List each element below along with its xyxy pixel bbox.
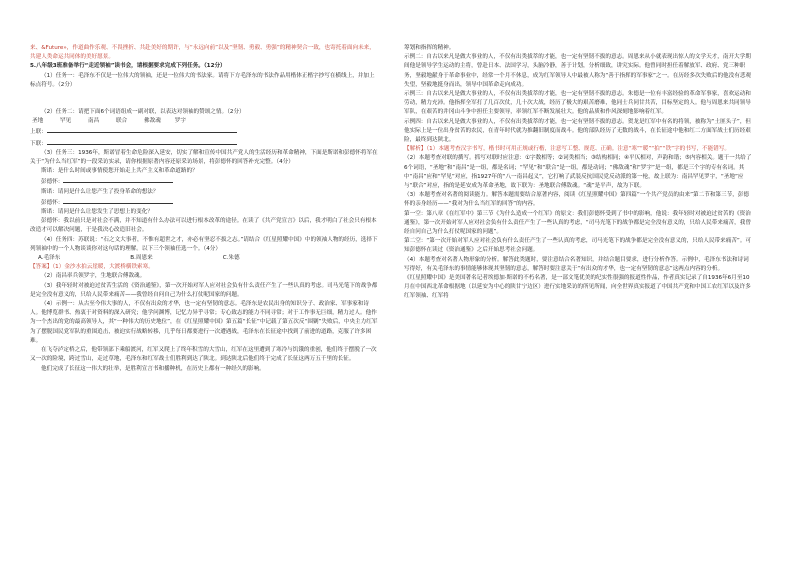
- paragraph-text: （3）我年轻时对被迫过贫苦生活的《资治通鉴》，第一次开始对军人应对社会负有什么责任产生了一些认真的考虑。司马光笔下的战争都是完全没有意义的，只给人民带来痛苦——我曾经自问自己为什么打仗呢国家的问题。: [30, 282, 378, 298]
- paragraph-text: 【解析】（1）本题考查汉字书写，楷书时可用正规或行楷，注意写工整、规范、正确。注意“寒”“暖”“拍”“铁”字的书写，不能错写。: [404, 146, 731, 153]
- couplet-word: 罗宇: [174, 118, 186, 125]
- paragraph: [404, 154, 754, 191]
- paragraph: [30, 300, 380, 346]
- leader-option: A.毛泽东: [38, 255, 61, 262]
- paragraph: [404, 90, 754, 118]
- paragraph-text: （4）示例一：从古至今伟大事的人，不仅有出众的才华，也一定有坚韧的意志。毛泽东是农民出身的知识分子、政治家、军事家和诗人。他博览群书、热衷于对资料的深入研究；他学问渊博，记忆力异乎寻常；专心致志的能力不同寻常；对于工作事无巨细，精力过人。他作为一个杰出的党的最高领导人，其“一种伟大的历史地位”，在《红星照耀中国》第五篇“长征”中记载了第五次反“围剿”失败后，中央主力红军为了摆脱国民党军队的重围追击，被迫实行战略转移，几乎每日都要进行一次遭遇战，毛泽东在长征途中找到了前进的道路，克服了许多困难。: [30, 301, 378, 344]
- paragraph: [30, 272, 380, 281]
- paragraph-text: 示例四：自古以来凡是做大事业的人，不仅有出类拔萃的才能，也一定有坚韧不拔的意志。贺龙是红军中有名的将领，被称为“土匪头子”，但他实际上是一位出身贫苦的农民，在青年时代就为推翻旧制度而战斗。他的部队经历了无数的战斗，在长征途中他和红二方面军战士们历经艰险，最终到达陕北。: [404, 118, 752, 144]
- paragraph-text: 彭德怀：: [41, 179, 64, 186]
- paragraph-text: 彭德怀：: [41, 199, 64, 206]
- paragraph-text: （3）本题考查对名著的阅读能力。解答本题需要结合原著内容，阅读《红星照耀中国》第四篇“一个共产党员的由来”第二节和第三节，彭德怀的亲身经历——“我对为什么当红军的回答”的内容。: [404, 192, 749, 208]
- paragraph-text: 筹划和指挥的精神。: [404, 45, 455, 51]
- paragraph: [404, 256, 754, 274]
- leader-option: C.朱德: [222, 255, 240, 262]
- paragraph-text: （4）本题考查对名著人物形象的分析。解答此类题时，要注意结合名著知识，并结合题目要求，进行分析作答。示例中，毛泽东书法和诗词写得好，有关毛泽东的事情能够体现其坚韧的意志，解答时要注意关于“有出众的才华，也一定有坚韧的意志”这两点内容的分析。: [404, 256, 749, 272]
- leader-options: [30, 254, 380, 263]
- couplet-word: 南昌: [88, 118, 100, 125]
- right-column: [404, 44, 754, 549]
- paragraph: [30, 365, 380, 374]
- handwriting-blank: [30, 90, 380, 108]
- paragraph: [30, 44, 380, 62]
- paragraph: [30, 108, 380, 117]
- paragraph: [404, 237, 754, 255]
- paragraph-text: （2）任务二：请把下面6个词语组成一副对联，以表达对领袖的赞颂之情。（2分）: [41, 109, 245, 116]
- answer-line[interactable]: [63, 197, 173, 204]
- paragraph-text: （3）任务三：1936年，斯诺冒着生命危险深入延安，切实了解和宣传中国共产党人的生活经历和革命精神，下面是斯诺和彭德怀将军在关于“为什么当红军”的一段采访实录，请你根据原著内容还原采访场景，将彭德怀的回答补充完整。（4分）: [30, 149, 378, 166]
- paragraph-text: 他们完成了长征这一伟大的壮举，是胜利宣言书和播种机，在历史上都有一种经久的影响。: [41, 365, 265, 372]
- paragraph-text: （2）南昌率兵领罗宇，生地联合傅敌魂。: [41, 273, 146, 280]
- couplet-word: 联合: [116, 118, 128, 125]
- paragraph: [404, 118, 754, 146]
- paragraph-text: 斯诺：请问是什么让您发生了思想上的变化？: [41, 209, 153, 216]
- paragraph: [30, 138, 380, 149]
- paragraph: [404, 44, 754, 53]
- paragraph-text: 彭德怀：我以前只是对社会不满，并不知道有什么办法可以进行根本改革的途径。在读了《共产党宣言》以后，我才明白了社会只有根本改造才可以解决问题，于是我决心改造旧社会。: [30, 218, 377, 234]
- paragraph-text: 上联：: [30, 129, 47, 136]
- paragraph-text: 来、&Future»，作道曲作乐观、不畏挫折、共赴美好的期许，与“永远向前”以及“坚韧、勇毅、勇强”的精神契合一致，也寄托着面向未来，共建人类命运共同体的美好愿景。: [30, 45, 375, 61]
- paragraph-text: 第二空：“第一次开始对军人应对社会负有什么责任产生了一些认真的考虑，司马光笔下的战争都是完全没有意义的，只给人民带来痛苦”。可知彭德怀在读过《资治通鉴》之后开始思考社会问题。: [404, 238, 752, 254]
- paragraph: [404, 191, 754, 209]
- paragraph-text: 斯诺：请问是什么让您产生了投身革命的想法？: [41, 188, 159, 195]
- paragraph: [404, 274, 754, 302]
- couplet-word: 圣地: [32, 118, 44, 125]
- paragraph: [30, 282, 380, 300]
- paragraph: [30, 208, 380, 217]
- paragraph: [30, 188, 380, 197]
- couplet-word: 罕见: [60, 118, 72, 125]
- paragraph: [30, 197, 380, 208]
- paragraph: [30, 263, 380, 272]
- answer-line[interactable]: [47, 126, 237, 133]
- paragraph: [30, 176, 380, 187]
- paragraph: [30, 217, 380, 235]
- paragraph-text: 【答案】（1）金沙水拍云崖暖，大渡桥横铁索寒。: [30, 264, 154, 271]
- paragraph-text: 5.八年级3班准备举行“走近领袖”读书会，请根据要求完成下列任务。（12分）: [30, 63, 226, 70]
- paragraph: [404, 53, 754, 90]
- couplet-word-list: [30, 117, 380, 126]
- paragraph-text: （4）任务四：苏联说：“石之文大事者，不惟有超世之才，亦必有坚忍不拔之志。”请结合《红星照耀中国》中的领袖人物的经历，选择下列领袖中的一个人物谈谈你对这句话的理解。以下三个领袖任选一个。（4分）: [30, 236, 378, 252]
- paragraph: [30, 346, 380, 364]
- answer-line[interactable]: [63, 176, 173, 183]
- paragraph-text: 在飞夺泸定桥之后，他带领部下乘船渡河，红军又爬上了终年积雪的大雪山，红军在这里遭到了寒冷与饥饿的重创，他们终于摆脱了一次又一次的险境，跨过雪山，走过草地，毛泽东和红军战士们胜利到达了陕北。到达陕北后他们终于完成了长征这两万五千里的长征。: [30, 347, 377, 363]
- paragraph: [30, 236, 380, 254]
- couplet-word: 佛敌魂: [144, 118, 161, 125]
- paragraph: [404, 145, 754, 154]
- paragraph: [30, 167, 380, 176]
- paragraph-text: 《红星照耀中国》是美国著名记者埃德加·斯诺的不朽名著，是一部文笔优美的纪实性很强的报道性作品，作者真实记录了自1936年6月至10月在中国西北革命根据地（以延安为中心的陕甘宁边区）进行实地采访的所见所闻，向全世界真实报道了中国共产党和中国工农红军以及许多红军领袖、红军将: [404, 275, 751, 300]
- leader-option: B.周恩来: [130, 255, 153, 262]
- paragraph: [404, 210, 754, 238]
- paragraph-text: 下联：: [30, 140, 47, 147]
- paragraph: [30, 72, 380, 90]
- answer-line[interactable]: [47, 138, 237, 145]
- paragraph-text: （2）本题考查对联的撰写。抓写对联时应注意：①字数相等；②词类相当；③结构相同；④平仄相对，声韵和谐；⑤内容相关。题干一共给了6个词语，“圣地”和“南昌”是一组，都是名词；“罕见”和“联合”是一组，都是动词；“佛敌魂”和“罗宇”是一组，都是三个字的专有名词。其中“南昌”应和“罕见”对应，指1927年的“八一南昌起义”，它打响了武装反抗国民党反动派的第一枪，故上联为：南昌罕见罗宇，“圣地”应与“联合”对应，指的是延安成为革命圣地，故下联为：圣地联合傅敌魂。“魂”是平声，故为下联。: [404, 155, 752, 190]
- paragraph-text: 第一空：第八章《在红军中》第三节《为什么造成一个红军》的原文：我们彭德怀受到了书中的影响，他说：我年轻时对被迫过贫苦的《资治通鉴》，第一次开始对军人应对社会负有什么责任产生了一些认真的考虑，“司马光笔下的战争都是完全没有意义的，只给人民带来痛苦，我曾经自问自己为什么打仗呢国家的问题”。: [404, 210, 751, 236]
- paragraph: [30, 62, 380, 71]
- paragraph: [30, 149, 380, 167]
- paragraph-text: 示例三：自古以来凡是做大事业的人，不仅有出类拔萃的才能，也一定有坚韧不拔的意志。朱德是一位有丰富经验的革命军事家，喜欢运动和劳动，精力充沛。他指挥全军打了几百次仗，几十次大战，经历了极大的艰苦磨难，他同士兵同甘共苦，目标坚定的人。他与周恩来共同领导军队，在艰苦的井冈山斗争中担任主要领导，率领红军不断发展壮大。他的品质和作风深刻地影响着红军。: [404, 91, 751, 116]
- paragraph-text: 斯诺：是什么时间或事情使您开始走上共产主义和革命道路的？: [41, 168, 198, 175]
- paragraph: [30, 126, 380, 137]
- left-column: [30, 44, 380, 549]
- paragraph-text: （1）任务一：毛泽东不仅是一位伟大的领袖，还是一位伟大的书法家。请将下方毛泽东的书法作品用楷体正楷字抄写在横线上，并加上标点符号。（2分）: [30, 72, 375, 88]
- paragraph-text: 示例二：自古以来凡是做大事业的人，不仅有出类拔萃的才能，也一定有坚韧不拔的意志。周恩来从小就表现出惊人的文学天才，南开大学期间他是领导学生运动的主将，曾赴日本、法国学习，头脑冷静，善于计划，分析细致，讲究实际。他曾同时担任着解放军、政府、党三种职务，坚毅地献身于革命事业中，经常一个月不休息，成为红军领导人中最被人称为“善于指挥的军事家”之一。在历经多次失败后的他没有悲观失望，坚毅地挺身而出，领导中国革命走向成功。: [404, 54, 752, 88]
